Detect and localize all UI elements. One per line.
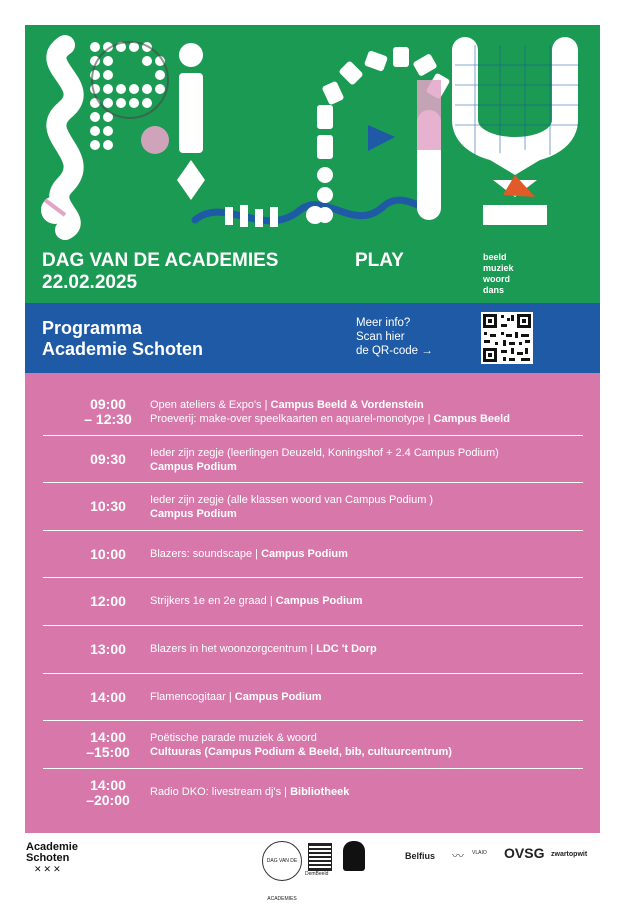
schedule-time (53, 690, 163, 705)
schedule-time (53, 547, 163, 562)
poster (25, 25, 600, 833)
schedule-row (43, 674, 583, 722)
schedule-row (43, 769, 583, 817)
schedule-description (150, 446, 499, 474)
activity-text: Ieder zijn zegje (leerlingen Deuzeld, Koningshof + 2.4 Campus Podium) (150, 446, 499, 459)
schedule-description (150, 731, 452, 759)
dembeeld-logo: DemBeeld (305, 871, 329, 877)
discipline-dans: dans (483, 285, 505, 295)
schedule-description (150, 690, 322, 704)
location-text: Cultuuras (Campus Podium & Beeld, bib, cultuurcentrum) (150, 746, 452, 759)
ovsg-logo: OVSG (504, 845, 545, 861)
description-line (150, 745, 452, 759)
activity-text: Blazers: soundscape | (150, 547, 262, 560)
academie-logo-crosses: ✕✕✕ (34, 864, 63, 874)
schedule-row (43, 531, 583, 579)
time-end: – 12:30 (84, 411, 132, 427)
play-artwork (25, 25, 600, 243)
program-banner (25, 303, 600, 373)
event-name: DAG VAN DE ACADEMIES (42, 250, 279, 271)
activity-text: Poëtische parade muziek & woord (150, 732, 317, 745)
schedule-time (53, 594, 163, 609)
disciplines-list (483, 252, 514, 296)
description-line (150, 785, 349, 799)
time-start: 09:00 (90, 396, 126, 412)
time-start: 14:00 (90, 776, 126, 793)
info-line2: Scan hier (356, 331, 405, 343)
schedule-row (43, 436, 583, 484)
schedule-description (150, 594, 363, 608)
location-text: Campus Beeld & Vordenstein (270, 399, 424, 411)
dembeeld-logo-mark (308, 843, 332, 871)
vlaio-logo: VLAIO (472, 850, 487, 856)
dag-van-de-academies-logo: DAG VAN DE ACADEMIES (262, 841, 302, 881)
info-line1: Meer info? (356, 317, 411, 329)
schedule-row (43, 626, 583, 674)
schedule-time (53, 499, 163, 514)
location-text: Campus Podium (150, 508, 237, 521)
description-line (150, 460, 499, 474)
schedule-row (43, 578, 583, 626)
info-line3: de QR-code → (356, 345, 433, 357)
schedule-row (43, 483, 583, 531)
program-title-line1: Programma (42, 318, 143, 338)
time-start: 10:00 (90, 545, 126, 562)
location-text: Campus Beeld (433, 413, 510, 425)
description-line (150, 594, 363, 608)
schedule-time (53, 730, 163, 760)
location-text: Bibliotheek (290, 785, 350, 798)
location-text: Campus Podium (150, 460, 237, 473)
location-text: Campus Podium (275, 595, 363, 608)
vsd-logo (343, 841, 365, 871)
academie-schoten-logo (26, 842, 78, 875)
header-panel (25, 25, 600, 303)
description-line (150, 507, 433, 521)
description-line (150, 731, 452, 745)
qr-code[interactable] (481, 312, 533, 364)
description-line (150, 642, 377, 656)
location-text: LDC 't Dorp (316, 643, 377, 655)
schedule-description (150, 785, 349, 799)
belfius-logo: Belfius (405, 851, 436, 861)
play-label: PLAY (355, 250, 404, 271)
schedule-panel (25, 373, 600, 833)
zwartopwit-logo: zwartopwit (551, 851, 588, 858)
schedule-description (150, 642, 377, 656)
schedule-description (150, 398, 510, 426)
academie-logo-line2: Schoten (26, 852, 70, 864)
activity-text: Flamencogitaar | (150, 690, 235, 703)
program-title (42, 318, 203, 360)
discipline-muziek: muziek (483, 263, 514, 273)
discipline-woord: woord (483, 274, 510, 284)
activity-text: Radio DKO: livestream dj's | (150, 785, 291, 798)
program-title-line2: Academie Schoten (42, 339, 204, 359)
schedule-row (43, 721, 583, 769)
footer-logos (0, 833, 627, 902)
description-line (150, 446, 499, 460)
schedule-time (53, 452, 163, 467)
schedule-row (43, 388, 583, 436)
academie-logo-line1: Academie (26, 841, 78, 853)
time-start: 09:30 (90, 450, 126, 467)
location-text: Campus Podium (261, 547, 348, 560)
schedule-description (150, 547, 348, 561)
time-start: 14:00 (90, 688, 126, 705)
activity-text: Open ateliers & Expo's | (150, 399, 271, 411)
activity-text: Proeverij: make-over speelkaarten en aquarel-monotype | (150, 413, 434, 425)
time-end: –20:00 (86, 791, 130, 808)
activity-text: Blazers in het woonzorgcentrum | (150, 643, 317, 655)
activity-text: Strijkers 1e en 2e graad | (150, 595, 276, 608)
schedule-time (53, 397, 163, 427)
description-line (150, 412, 510, 426)
location-text: Campus Podium (234, 690, 322, 703)
vlaio-logo-mark: 〰 (452, 849, 465, 863)
event-date: 22.02.2025 (42, 272, 138, 293)
description-line (150, 690, 322, 704)
description-line (150, 398, 510, 412)
time-start: 12:00 (90, 593, 126, 610)
schedule-description (150, 493, 433, 521)
description-line (150, 547, 348, 561)
schedule-time (53, 642, 163, 657)
discipline-beeld: beeld (483, 252, 507, 262)
time-start: 13:00 (90, 641, 126, 657)
time-start: 10:30 (90, 498, 126, 515)
time-end: –15:00 (86, 744, 130, 761)
more-info-text (356, 316, 433, 358)
activity-text: Ieder zijn zegje (alle klassen woord van Campus Podium ) (150, 494, 434, 507)
schedule-time (53, 778, 163, 808)
event-title (42, 250, 278, 294)
time-start: 14:00 (90, 729, 126, 746)
description-line (150, 493, 433, 507)
